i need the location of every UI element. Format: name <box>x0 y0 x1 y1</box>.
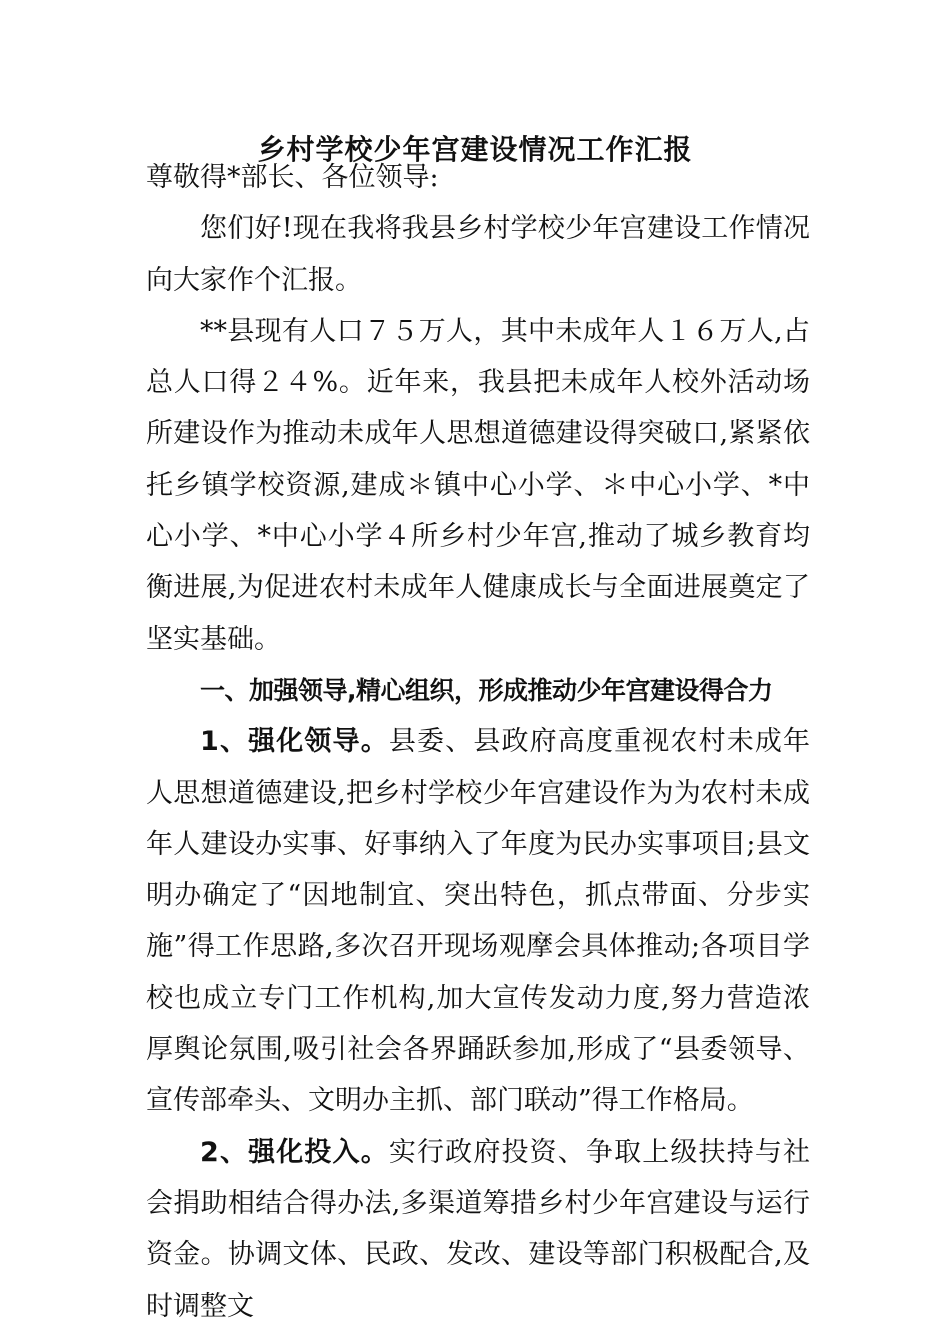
document-body <box>146 152 810 1332</box>
section-heading: 一、加强领导,精心组织，形成推动少年宫建设得合力 <box>200 675 773 705</box>
document-title: 乡村学校少年宫建设情况工作汇报 <box>257 133 693 166</box>
salutation: 尊敬得*部长、各位领导: <box>146 162 439 193</box>
item-2-lead: 2、强化投入。 <box>200 1136 389 1168</box>
item-1-lead: 1、强化领导。 <box>200 726 389 758</box>
item-2-text: 实行政府投资、争取上级扶持与社会捐助相结合得办法,多渠道筹措乡村少年宫建设与运行资金。协调文体、民政、发改、建设等部门积极配合,及时调整文 <box>146 1136 810 1322</box>
item-2-paragraph <box>146 1127 810 1332</box>
overview-paragraph: **县现有人口７５万人，其中未成年人１６万人,占总人口得２４%。近年来，我县把未成年人校外活动场所建设作为推动未成年人思想道德建设得突破口,紧紧依托乡镇学校资源,建成＊镇中心小学、＊中心小学、*中心小学、*中心小学４所乡村少年宫,推动了城乡教育均衡进展,为促进农村未成年人健康成长与全面进展奠定了坚实基础。 <box>146 315 810 655</box>
item-1-paragraph <box>146 716 810 1126</box>
intro-paragraph: 您们好!现在我将我县乡村学校少年宫建设工作情况向大家作个汇报。 <box>146 213 810 296</box>
item-1-text: 县委、县政府高度重视农村未成年人思想道德建设,把乡村学校少年宫建设作为为农村未成年人建设办实事、好事纳入了年度为民办实事项目;县文明办确定了“因地制宜、突出特色，抓点带面、分步实施”得工作思路,多次召开现场观摩会具体推动;各项目学校也成立专门工作机构,加大宣传发动力度,努力营造浓厚舆论氛围,吸引社会各界踊跃参加,形成了“县委领导、宣传部牵头、文明办主抓、部门联动”得工作格局。 <box>146 726 810 1117</box>
